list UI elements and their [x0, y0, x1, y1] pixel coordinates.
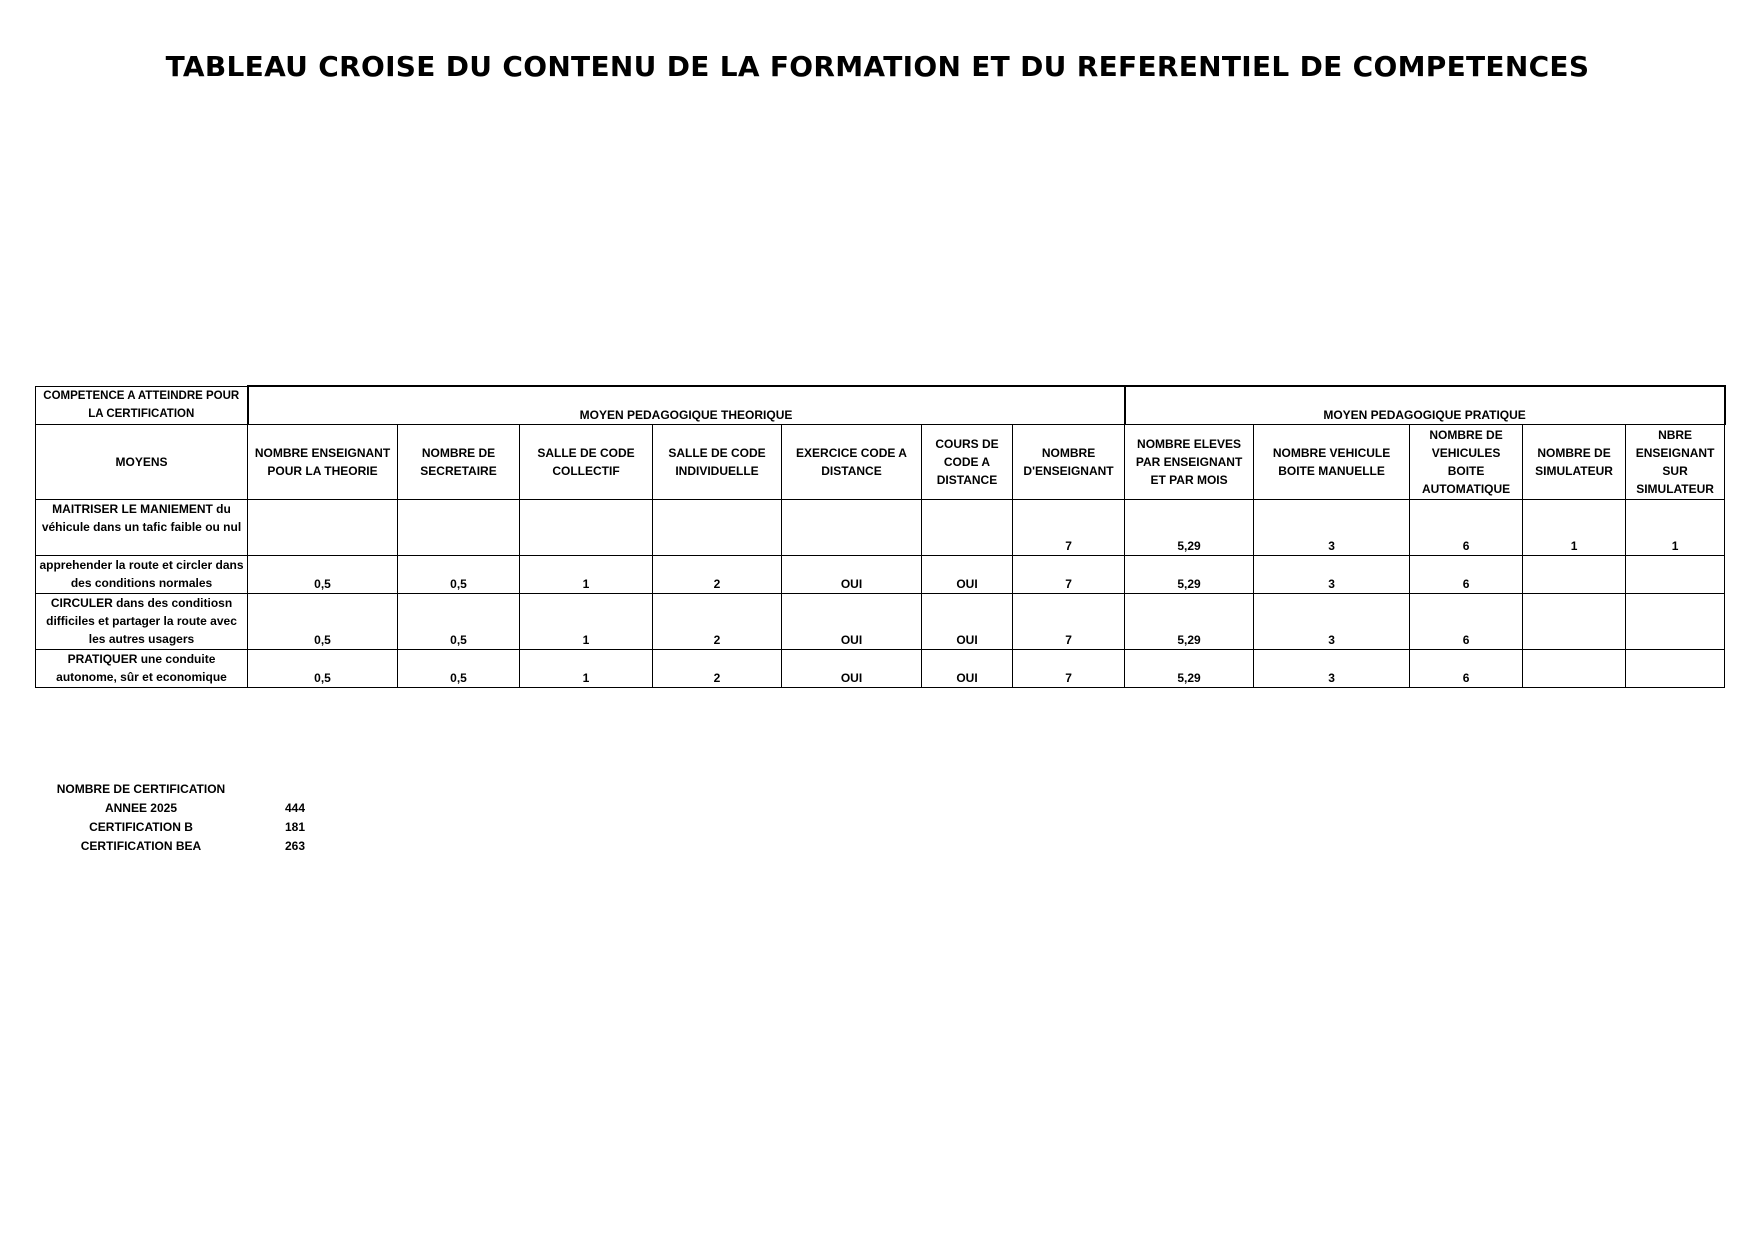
table-cell: 1 — [520, 593, 653, 649]
column-header: NOMBRE ENSEIGNANT POUR LA THEORIE — [248, 424, 398, 499]
table-cell: 1 — [520, 649, 653, 687]
table-cell: 3 — [1254, 593, 1410, 649]
table-cell — [922, 499, 1013, 555]
table-cell — [1523, 593, 1626, 649]
group-pratique-header: MOYEN PEDAGOGIQUE PRATIQUE — [1125, 386, 1725, 424]
table-cell: 7 — [1013, 499, 1125, 555]
table-cell: 2 — [653, 593, 782, 649]
summary-value: 263 — [284, 839, 305, 853]
table-cell — [398, 499, 520, 555]
table-cell: OUI — [922, 555, 1013, 593]
summary-row — [35, 818, 305, 837]
summary-value: 444 — [284, 801, 305, 815]
summary-label: CERTIFICATION B — [89, 820, 193, 834]
summary-row — [35, 837, 305, 856]
table-cell — [782, 499, 922, 555]
table-cell: 1 — [1626, 499, 1725, 555]
summary-heading: NOMBRE DE CERTIFICATION — [56, 782, 226, 796]
table-cell: 5,29 — [1125, 499, 1254, 555]
table-cell: 5,29 — [1125, 593, 1254, 649]
column-header: SALLE DE CODE COLLECTIF — [520, 424, 653, 499]
table-cell: 1 — [520, 555, 653, 593]
table-cell: 7 — [1013, 593, 1125, 649]
column-header-row — [36, 424, 1725, 499]
table-cell: 5,29 — [1125, 555, 1254, 593]
table-cell — [520, 499, 653, 555]
column-header: SALLE DE CODE INDIVIDUELLE — [653, 424, 782, 499]
competence-header: COMPETENCE A ATTEINDRE POUR LA CERTIFICATION — [36, 386, 248, 424]
table-cell: 7 — [1013, 555, 1125, 593]
row-label: MAITRISER LE MANIEMENT du véhicule dans un tafic faible ou nul — [36, 499, 248, 555]
column-header: NOMBRE DE SIMULATEUR — [1523, 424, 1626, 499]
table-cell: 0,5 — [398, 649, 520, 687]
row-label: apprehender la route et circler dans des conditions normales — [36, 555, 248, 593]
summary-heading-row — [35, 780, 305, 799]
table-cell: 6 — [1410, 555, 1523, 593]
group-theorique-header: MOYEN PEDAGOGIQUE THEORIQUE — [248, 386, 1125, 424]
table-cell: OUI — [922, 593, 1013, 649]
table-cell: 1 — [1523, 499, 1626, 555]
table-cell: 2 — [653, 555, 782, 593]
table-row — [36, 593, 1725, 649]
table-cell — [1626, 649, 1725, 687]
summary-label: ANNEE 2025 — [104, 801, 178, 815]
table-cell: 3 — [1254, 499, 1410, 555]
table-cell: OUI — [922, 649, 1013, 687]
table-cell: OUI — [782, 555, 922, 593]
table-cell — [248, 499, 398, 555]
page-title: TABLEAU CROISE DU CONTENU DE LA FORMATION ET DU REFERENTIEL DE COMPETENCES — [165, 50, 1590, 83]
table-cell: 2 — [653, 649, 782, 687]
table-cell: 6 — [1410, 593, 1523, 649]
table-row — [36, 649, 1725, 687]
table-cell — [1626, 593, 1725, 649]
table-cell — [1626, 555, 1725, 593]
table-cell — [1523, 555, 1626, 593]
column-header: COURS DE CODE A DISTANCE — [922, 424, 1013, 499]
column-header: NOMBRE DE VEHICULES BOITE AUTOMATIQUE — [1410, 424, 1523, 499]
table-cell: OUI — [782, 649, 922, 687]
column-header: NOMBRE DE SECRETAIRE — [398, 424, 520, 499]
column-header: NOMBRE VEHICULE BOITE MANUELLE — [1254, 424, 1410, 499]
table-cell: 7 — [1013, 649, 1125, 687]
table-cell: 0,5 — [398, 593, 520, 649]
column-header: NOMBRE D'ENSEIGNANT — [1013, 424, 1125, 499]
table-cell: 3 — [1254, 649, 1410, 687]
table-row — [36, 555, 1725, 593]
column-header: NOMBRE ELEVES PAR ENSEIGNANT ET PAR MOIS — [1125, 424, 1254, 499]
column-header: EXERCICE CODE A DISTANCE — [782, 424, 922, 499]
row-label: PRATIQUER une conduite autonome, sûr et economique — [36, 649, 248, 687]
table-cell: OUI — [782, 593, 922, 649]
table-cell: 0,5 — [248, 555, 398, 593]
table-cell: 6 — [1410, 649, 1523, 687]
table-cell: 0,5 — [248, 593, 398, 649]
table-cell — [1523, 649, 1626, 687]
summary-label: CERTIFICATION BEA — [80, 839, 202, 853]
table-cell: 6 — [1410, 499, 1523, 555]
certification-summary — [35, 780, 305, 856]
row-label: CIRCULER dans des conditiosn difficiles et partager la route avec les autres usagers — [36, 593, 248, 649]
moyens-header: MOYENS — [36, 424, 248, 499]
column-header: NBRE ENSEIGNANT SUR SIMULATEUR — [1626, 424, 1725, 499]
table-cell — [653, 499, 782, 555]
competence-table — [35, 385, 1726, 688]
summary-value: 181 — [284, 820, 305, 834]
table-row — [36, 499, 1725, 555]
group-header-row — [36, 386, 1725, 424]
table-cell: 3 — [1254, 555, 1410, 593]
table-cell: 5,29 — [1125, 649, 1254, 687]
summary-row — [35, 799, 305, 818]
table-cell: 0,5 — [248, 649, 398, 687]
table-cell: 0,5 — [398, 555, 520, 593]
